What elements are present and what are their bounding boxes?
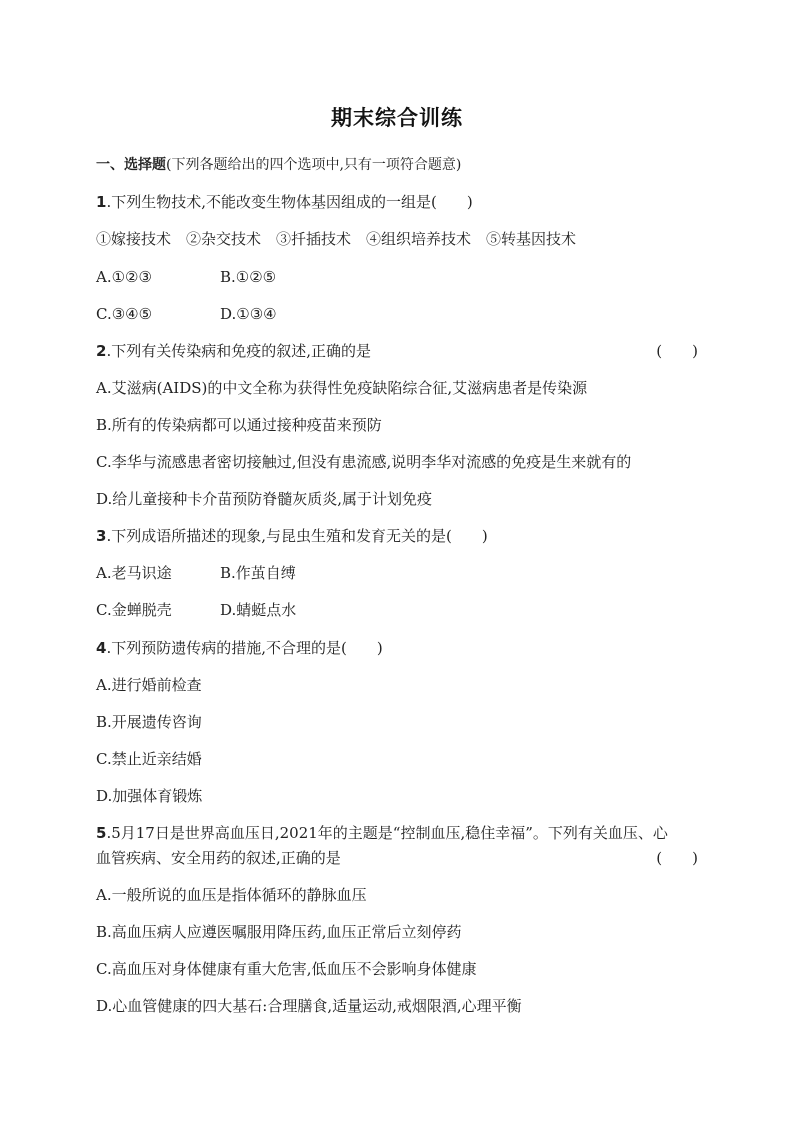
option-c: C.金蝉脱壳 (96, 601, 172, 619)
section-head: 一、选择题 (96, 157, 166, 173)
question-number: 2 (96, 342, 107, 360)
question-text: .下列成语所描述的现象,与昆虫生殖和发育无关的是( ) (106, 527, 488, 545)
question-2-stem (96, 341, 371, 361)
option-a: A.一般所说的血压是指体循环的静脉血压 (96, 886, 367, 904)
option-b: B.所有的传染病都可以通过接种疫苗来预防 (96, 416, 382, 434)
question-5-stem (96, 823, 668, 843)
question-1-stem (96, 192, 473, 212)
option-d: D.加强体育锻炼 (96, 787, 203, 805)
option-c: C.③④⑤ (96, 305, 153, 323)
question-text: .下列有关传染病和免疫的叙述,正确的是 (106, 342, 371, 360)
question-number: 3 (96, 527, 107, 545)
question-text: .下列生物技术,不能改变生物体基因组成的一组是( ) (106, 193, 473, 211)
question-number: 4 (96, 639, 107, 657)
option-c: C.禁止近亲结婚 (96, 750, 202, 768)
question-text: .5月17日是世界高血压日,2021年的主题是“控制血压,稳住幸福”。下列有关血压、心 (106, 824, 668, 842)
question-number: 1 (96, 193, 107, 211)
answer-bracket: ( ) (656, 342, 698, 360)
section-note: (下列各题给出的四个选项中,只有一项符合题意) (166, 157, 462, 173)
option-a: A.进行婚前检查 (96, 676, 202, 694)
question-text: .下列预防遗传病的措施,不合理的是( ) (106, 639, 383, 657)
option-b: B.高血压病人应遵医嘱服用降压药,血压正常后立刻停药 (96, 923, 462, 941)
question-number: 5 (96, 824, 107, 842)
option-a: A.老马识途 (96, 564, 172, 582)
option-c: C.李华与流感患者密切接触过,但没有患流感,说明李华对流感的免疫是生来就有的 (96, 453, 632, 471)
option-a: A.艾滋病(AIDS)的中文全称为获得性免疫缺陷综合征,艾滋病患者是传染源 (96, 379, 588, 397)
option-b: B.作茧自缚 (220, 564, 296, 582)
section-heading (96, 155, 461, 175)
question-3-stem (96, 526, 488, 546)
option-a: A.①②③ (96, 268, 152, 286)
question-1-items: ①嫁接技术 ②杂交技术 ③扦插技术 ④组织培养技术 ⑤转基因技术 (96, 230, 577, 248)
option-d: D.给儿童接种卡介苗预防脊髓灰质炎,属于计划免疫 (96, 490, 433, 508)
option-b: B.开展遗传咨询 (96, 713, 202, 731)
option-c: C.高血压对身体健康有重大危害,低血压不会影响身体健康 (96, 960, 477, 978)
answer-bracket: ( ) (656, 849, 698, 867)
option-d: D.蜻蜓点水 (220, 601, 297, 619)
question-4-stem (96, 638, 383, 658)
option-b: B.①②⑤ (220, 268, 277, 286)
question-5-stem-cont: 血管疾病、安全用药的叙述,正确的是 (96, 849, 341, 867)
option-d: D.心血管健康的四大基石:合理膳食,适量运动,戒烟限酒,心理平衡 (96, 997, 522, 1015)
page-title: 期末综合训练 (331, 106, 463, 130)
option-d: D.①③④ (220, 305, 277, 323)
